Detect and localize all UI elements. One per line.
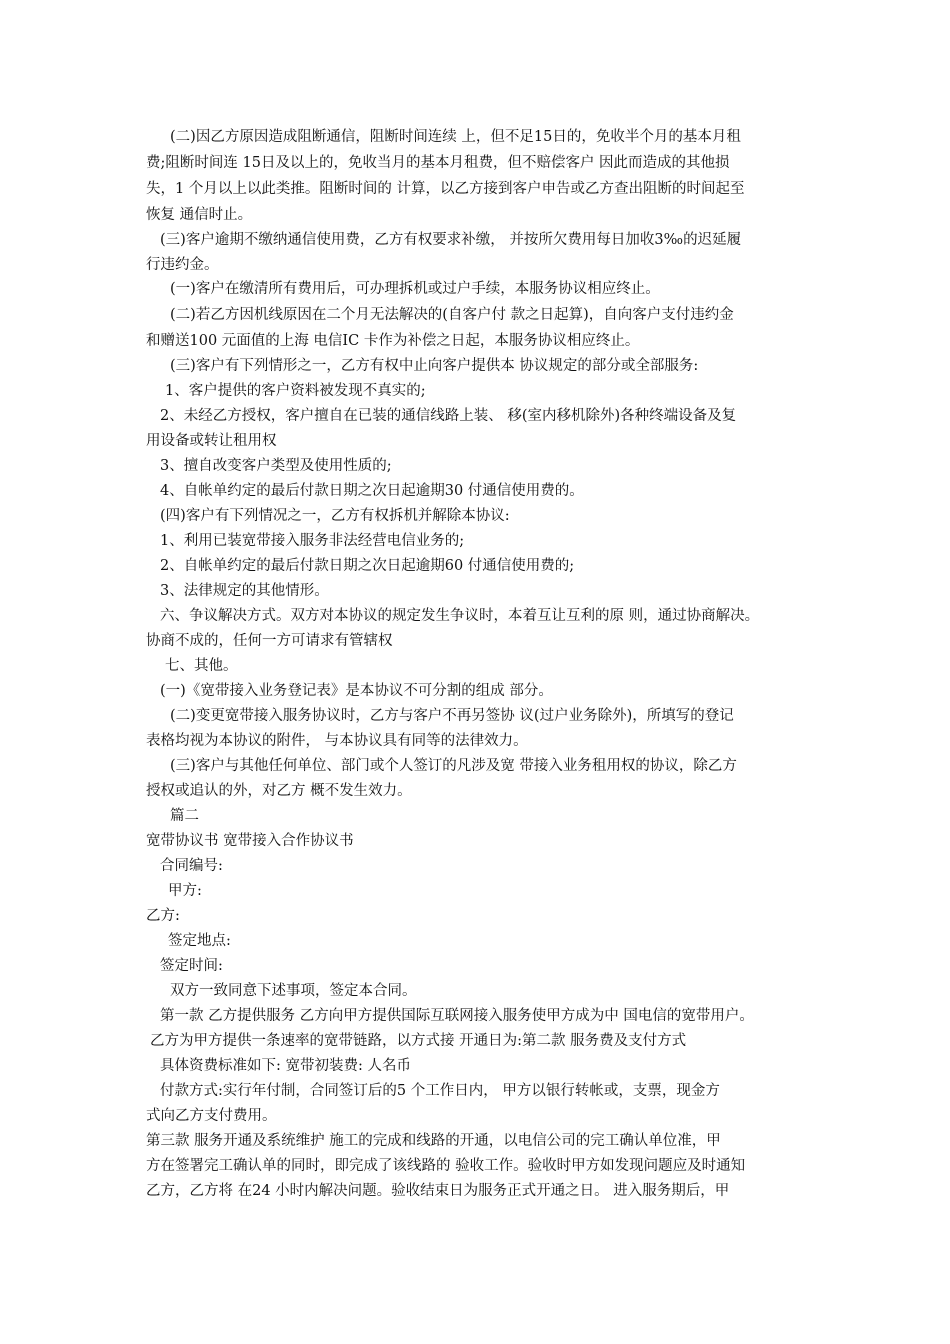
text-line: 1、利用已装宽带接入服务非法经营电信业务的; bbox=[160, 533, 465, 549]
text-line: (三)客户逾期不缴纳通信使用费，乙方有权要求补缴， 并按所欠费用每日加收3‰的迟延履 bbox=[160, 232, 742, 248]
text-line: 2、未经乙方授权，客户擅自在已装的通信线路上装、 移(室内移机除外)各种终端设备及复 bbox=[160, 408, 737, 424]
text-line: (二)若乙方因机线原因在二个月无法解决的(自客户付 款之日起算)，自向客户支付违约金 bbox=[170, 307, 734, 323]
text-line: 授权或追认的外，对乙方 概不发生效力。 bbox=[146, 783, 412, 799]
text-line: (二)变更宽带接入服务协议时，乙方与客户不再另签协 议(过户业务除外)，所填写的登记 bbox=[170, 708, 734, 724]
text-line: (一)客户在缴清所有费用后，可办理拆机或过户手续，本服务协议相应终止。 bbox=[170, 281, 660, 297]
text-line: 具体资费标准如下: 宽带初装费: 人名币 bbox=[160, 1058, 411, 1074]
text-line: 3、擅自改变客户类型及使用性质的; bbox=[160, 458, 392, 474]
text-line: 签定地点: bbox=[168, 933, 231, 949]
text-line: 宽带协议书 宽带接入合作协议书 bbox=[146, 833, 354, 849]
text-line: 表格均视为本协议的附件， 与本协议具有同等的法律效力。 bbox=[146, 733, 528, 749]
text-line: (四)客户有下列情况之一，乙方有权拆机并解除本协议: bbox=[160, 508, 510, 524]
text-line: 2、自帐单约定的最后付款日期之次日起逾期60 付通信使用费的; bbox=[160, 558, 575, 574]
text-line: 行违约金。 bbox=[146, 257, 219, 273]
text-line: 1、客户提供的客户资料被发现不真实的; bbox=[165, 383, 426, 399]
text-line: 七、其他。 bbox=[165, 658, 238, 674]
text-line: 合同编号: bbox=[160, 858, 223, 874]
text-line: 3、法律规定的其他情形。 bbox=[160, 583, 329, 599]
text-line: 费;阻断时间连 15日及以上的，免收当月的基本月租费，但不赔偿客户 因此而造成的其他损 bbox=[146, 155, 730, 171]
text-line: 式向乙方支付费用。 bbox=[146, 1108, 277, 1124]
text-line: 协商不成的，任何一方可请求有管辖权 bbox=[146, 633, 393, 649]
text-line: 篇二 bbox=[170, 808, 199, 824]
text-line: 第三款 服务开通及系统维护 施工的完成和线路的开通，以电信公司的完工确认单位准，甲 bbox=[146, 1133, 721, 1149]
text-line: (二)因乙方原因造成阻断通信，阻断时间连续 上，但不足15日的，免收半个月的基本月租 bbox=[170, 129, 741, 145]
text-line: (三)客户有下列情形之一，乙方有权中止向客户提供本 协议规定的部分或全部服务: bbox=[170, 358, 699, 374]
text-line: 4、自帐单约定的最后付款日期之次日起逾期30 付通信使用费的。 bbox=[160, 483, 584, 499]
text-line: 乙方为甲方提供一条速率的宽带链路，以方式接 开通日为:第二款 服务费及支付方式 bbox=[150, 1033, 687, 1049]
text-line: 双方一致同意下述事项，签定本合同。 bbox=[170, 983, 417, 999]
text-line: 乙方: bbox=[146, 908, 180, 924]
text-line: 甲方: bbox=[168, 883, 202, 899]
text-line: 付款方式:实行年付制，合同签订后的5 个工作日内， 甲方以银行转帐或，支票，现金方 bbox=[160, 1083, 720, 1099]
text-line: 方在签署完工确认单的同时，即完成了该线路的 验收工作。验收时甲方如发现问题应及时通知 bbox=[146, 1158, 746, 1174]
text-line: 签定时间: bbox=[160, 958, 223, 974]
text-line: 和赠送100 元面值的上海 电信IC 卡作为补偿之日起，本服务协议相应终止。 bbox=[146, 333, 640, 349]
text-line: (三)客户与其他任何单位、部门或个人签订的凡涉及宽 带接入业务租用权的协议，除乙方 bbox=[170, 758, 737, 774]
text-line: 第一款 乙方提供服务 乙方向甲方提供国际互联网接入服务使甲方成为中 国电信的宽带用户。 bbox=[160, 1008, 754, 1024]
text-line: 六、争议解决方式。双方对本协议的规定发生争议时，本着互让互利的原 则，通过协商解决。 bbox=[160, 608, 760, 624]
text-line: 乙方，乙方将 在24 小时内解决问题。验收结束日为服务正式开通之日。 进入服务期后，甲 bbox=[146, 1183, 730, 1199]
text-line: 用设备或转让租用权 bbox=[146, 433, 277, 449]
text-line: 恢复 通信时止。 bbox=[146, 207, 253, 223]
text-line: 失，1 个月以上以此类推。阻断时间的 计算，以乙方接到客户申告或乙方查出阻断的时间起至 bbox=[146, 181, 745, 197]
text-line: (一)《宽带接入业务登记表》是本协议不可分割的组成 部分。 bbox=[160, 683, 553, 699]
